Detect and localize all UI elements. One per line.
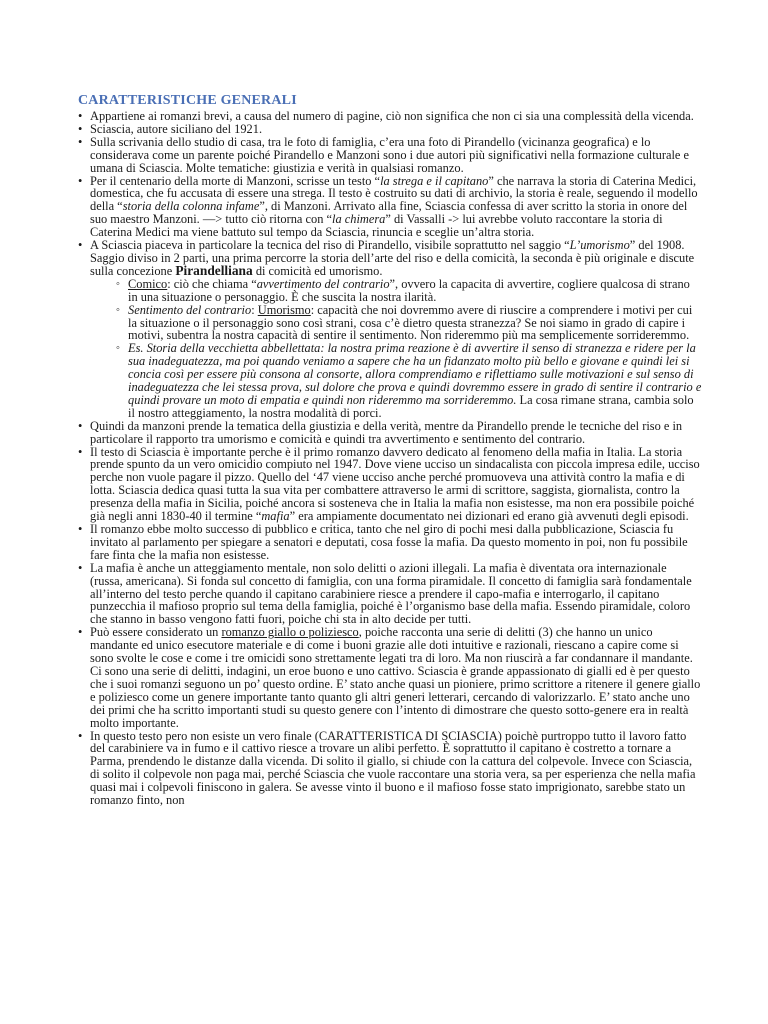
bold-term: Pirandelliana (175, 262, 253, 278)
book-title: L’umorismo (569, 238, 630, 253)
list-item: • Il romanzo ebbe molto successo di pubblico e critica, tanto che nel giro di pochi mesi dalla pubblicazione, Sciascia fu invitato al parlamento per spiegare a senatori e deputati, cosa fosse la mafia. Da questo momento in poi, non fu possibile fare finta che la mafia non esistesse. (78, 523, 702, 562)
book-title: la chimera (332, 212, 386, 227)
list-item: • In questo testo pero non esiste un vero finale (CARATTERISTICA DI SCIASCIA) poichè purtroppo tutto il lavoro fatto del carabiniere va in fumo e il cattivo riesce a trovare un alibi perfetto. È soprattutto il capitano è costretto a tornare a Parma, prendendo le distanze dalla vicenda. Di solito il giallo, si chiude con la cattura del colpevole. Invece con Sciascia, di solito il colpevole non paga mai, perché Sciascia che vuole raccontare una storia vera, sa per esperienza che nella mafia quasi mai i colpevoli finiscono in galera. Se avesse vinto il buono e il mafioso fosse stato imprigionato, sarebbe stato un romanzo finto, non (78, 730, 702, 807)
underlined-term: Comico (128, 276, 168, 291)
underlined-term: romanzo giallo o poliziesco (221, 625, 359, 640)
sub-list-item: ◦ Es. Storia della vecchietta abbellettata: la nostra prima reazione è di avvertire il senso di stranezza e ridere per la sua inadeguatezza, ma poi quando veniamo a sapere che ha un fidanzato molto più bello e giovane e quindi lei si concia così per essere più consona al consorte, allora comprendiamo e riflettiamo sulle motivazioni e sul senso di inadeguatezza che lei stessa prova, sul dolore che prova e quindi dovremmo essere in grado di sentire il contrario e quindi provare un moto di empatia e quindi non rideremmo ma sorrideremmo. La cosa rimane strana, cambia solo il nostro atteggiamento, la nostra modalità di porci. (116, 342, 702, 419)
sub-list-item: ◦ Sentimento del contrario: Umorismo: capacità che noi dovremmo avere di riuscire a comprendere i motivi per cui la situazione o il personaggio sono così strani, cosa c’è dietro questa stranezza? Se noi siamo in grado di capire i motivi, subentra la nostra capacità di sentire il sentimento. Non rideremmo più ma semplicemente sorrideremmo. (116, 304, 702, 343)
list-item: • Appartiene ai romanzi brevi, a causa del numero di pagine, ciò non significa che non ci sia una complessità della vicenda. (78, 110, 702, 123)
sub-list-item: ◦ Comico: ciò che chiama “avvertimento del contrario”, ovvero la capacita di avvertire, cogliere qualcosa di strano in una situazione o personaggio. È che suscita la nostra ilarità. (116, 278, 702, 304)
bullet-list (78, 110, 702, 807)
list-item: • Sulla scrivania dello studio di casa, tra le foto di famiglia, c’era una foto di Pirandello (vicinanza geografica) e lo considerava come un parente poiché Pirandello e Manzoni sono i due autori più significativi nella formazione culturale e umana di Sciascia. Molte tematiche: giustizia e verità in qualsiasi romanzo. (78, 136, 702, 175)
list-item: • Per il centenario della morte di Manzoni, scrisse un testo “la strega e il capitano” che narrava la storia di Caterina Medici, domestica, che fu accusata di essere una strega. Il testo è costruito su dati di archivio, la storia è reale, seguendo il modello della “storia della colonna infame”, di Manzoni. Arrivato alla fine, Sciascia confessa di aver scritto la storia in onore del suo maestro Manzoni. —> tutto ciò ritorna con “la chimera” di Vassalli -> lui avrebbe voluto raccontare la storia di Caterina Medici ma viene battuto sul tempo da Sciascia, rinuncia e sceglie un’altra storia. (78, 175, 702, 240)
underlined-term: Umorismo (257, 302, 311, 317)
book-title: storia della colonna infame (122, 199, 260, 214)
list-item: • Può essere considerato un romanzo giallo o poliziesco, poiche racconta una serie di delitti (3) che hanno un unico mandante ed unico esecutore materiale e di come i buoni grazie alle doti intuitive e razionali, riescano a capire come si sono svolte le cose e come i tre omicidi sono strettamente legati tra di loro. Ma non riuscirà a far condannare il mandante. Ci sono una serie di delitti, indagini, un eroe buono e uno cattivo. Sciascia è grande appassionato di gialli ed è per questo che i suoi romanzi seguono un po’ questo ordine. E’ stato anche quasi un pioniere, primo scrittore a ritenere il genere giallo e poliziesco come un genere importante tanto quanto gli altri generi letterari, cercando di valorizzarlo. E’ stato anche uno dei primi che ha scritto importanti studi su questo genere con l’intento di dimostrare che questo sotto-genere era in realtà molto importante. (78, 626, 702, 729)
sub-list (90, 278, 702, 420)
list-item: • Il testo di Sciascia è importante perche è il primo romanzo davvero dedicato al fenomeno della mafia in Italia. La storia prende spunto da un vero omicidio compiuto nel 1947. Dove viene ucciso un sindacalista con piccola impresa edile, ucciso perche non vuole pagare il pizzo. Quello del ‘47 viene ucciso anche perché promuoveva una attività contro la mafia e di lotta. Sciascia dedica quasi tutta la sua vita per combattere attraverso le armi di scrittore, saggista, giornalista, contro la presenza della mafia in Sicilia, poiché ancora si sosteneva che in Italia la mafia non esistesse, ma non era possibile poiché già negli anni 1830-40 il termine “mafia” era ampiamente documentato nei dizionari ed erano già avvenuti degli episodi. (78, 446, 702, 523)
list-item: • Quindi da manzoni prende la tematica della giustizia e della verità, mentre da Pirandello prende le tecniche del riso e in particolare il rapporto tra umorismo e comicità e quindi tra avvertimento e sentimento del contrario. (78, 420, 702, 446)
list-item: • A Sciascia piaceva in particolare la tecnica del riso di Pirandello, visibile soprattutto nel saggio “L’umorismo” del 1908. Saggio diviso in 2 parti, una prima percorre la storia dell’arte del riso e della comicità, la seconda è più originale e discute sulla concezione Pirandelliana di comicità ed umorismo. ◦ Comico: ciò che chiama “avvertimento del contrario”, ovvero la capacita di avvertire, cogliere qualcosa di strano in una situazione o personaggio. È che suscita la nostra ilarità. ◦ Sentimento del contrario: Umorismo: capacità che noi dovremmo avere di riuscire a comprendere i motivi per cui la situazione o il personaggio sono così strani, cosa c’è dietro questa stranezza? Se noi siamo in grado di capire i motivi, subentra la nostra capacità di sentire il sentimento. Non rideremmo più ma semplicemente sorrideremmo. ◦ Es. Storia della vecchietta abbellettata: la nostra prima reazione è di avvertire il senso di stranezza e ridere per la sua inadeguatezza, ma poi quando veniamo a sapere che ha un fidanzato molto più bello e giovane e quindi lei si concia così per essere più consona al consorte, allora comprendiamo e riflettiamo sulle motivazioni e sul senso di inadeguatezza che lei stessa prova, sul dolore che prova e quindi dovremmo essere in grado di sentire il contrario e quindi provare un moto di empatia e quindi non rideremmo ma sorrideremmo. La cosa rimane strana, cambia solo il nostro atteggiamento, la nostra modalità di porci. (78, 239, 702, 420)
list-item: • Sciascia, autore siciliano del 1921. (78, 123, 702, 136)
section-heading: CARATTERISTICHE GENERALI (78, 93, 297, 108)
book-title: la strega e il capitano (380, 173, 489, 188)
list-item: • La mafia è anche un atteggiamento mentale, non solo delitti o azioni illegali. La mafia è diventata ora internazionale (russa, americana). Si fonda sul concetto di famiglia, con una forma piramidale. Il concetto di famiglia sarà fondamentale all’interno del testo perche quando il capitano carabiniere riesce a prendere il capo-mafia e interrogarlo, il capitano punzecchia il mafioso proprio sul tema della famiglia, poiché è l’organismo base della mafia. Essendo piramidale, coloro che stanno in basso vengono fatti fuori, poiche chi sta in alto decide per tutti. (78, 562, 702, 627)
